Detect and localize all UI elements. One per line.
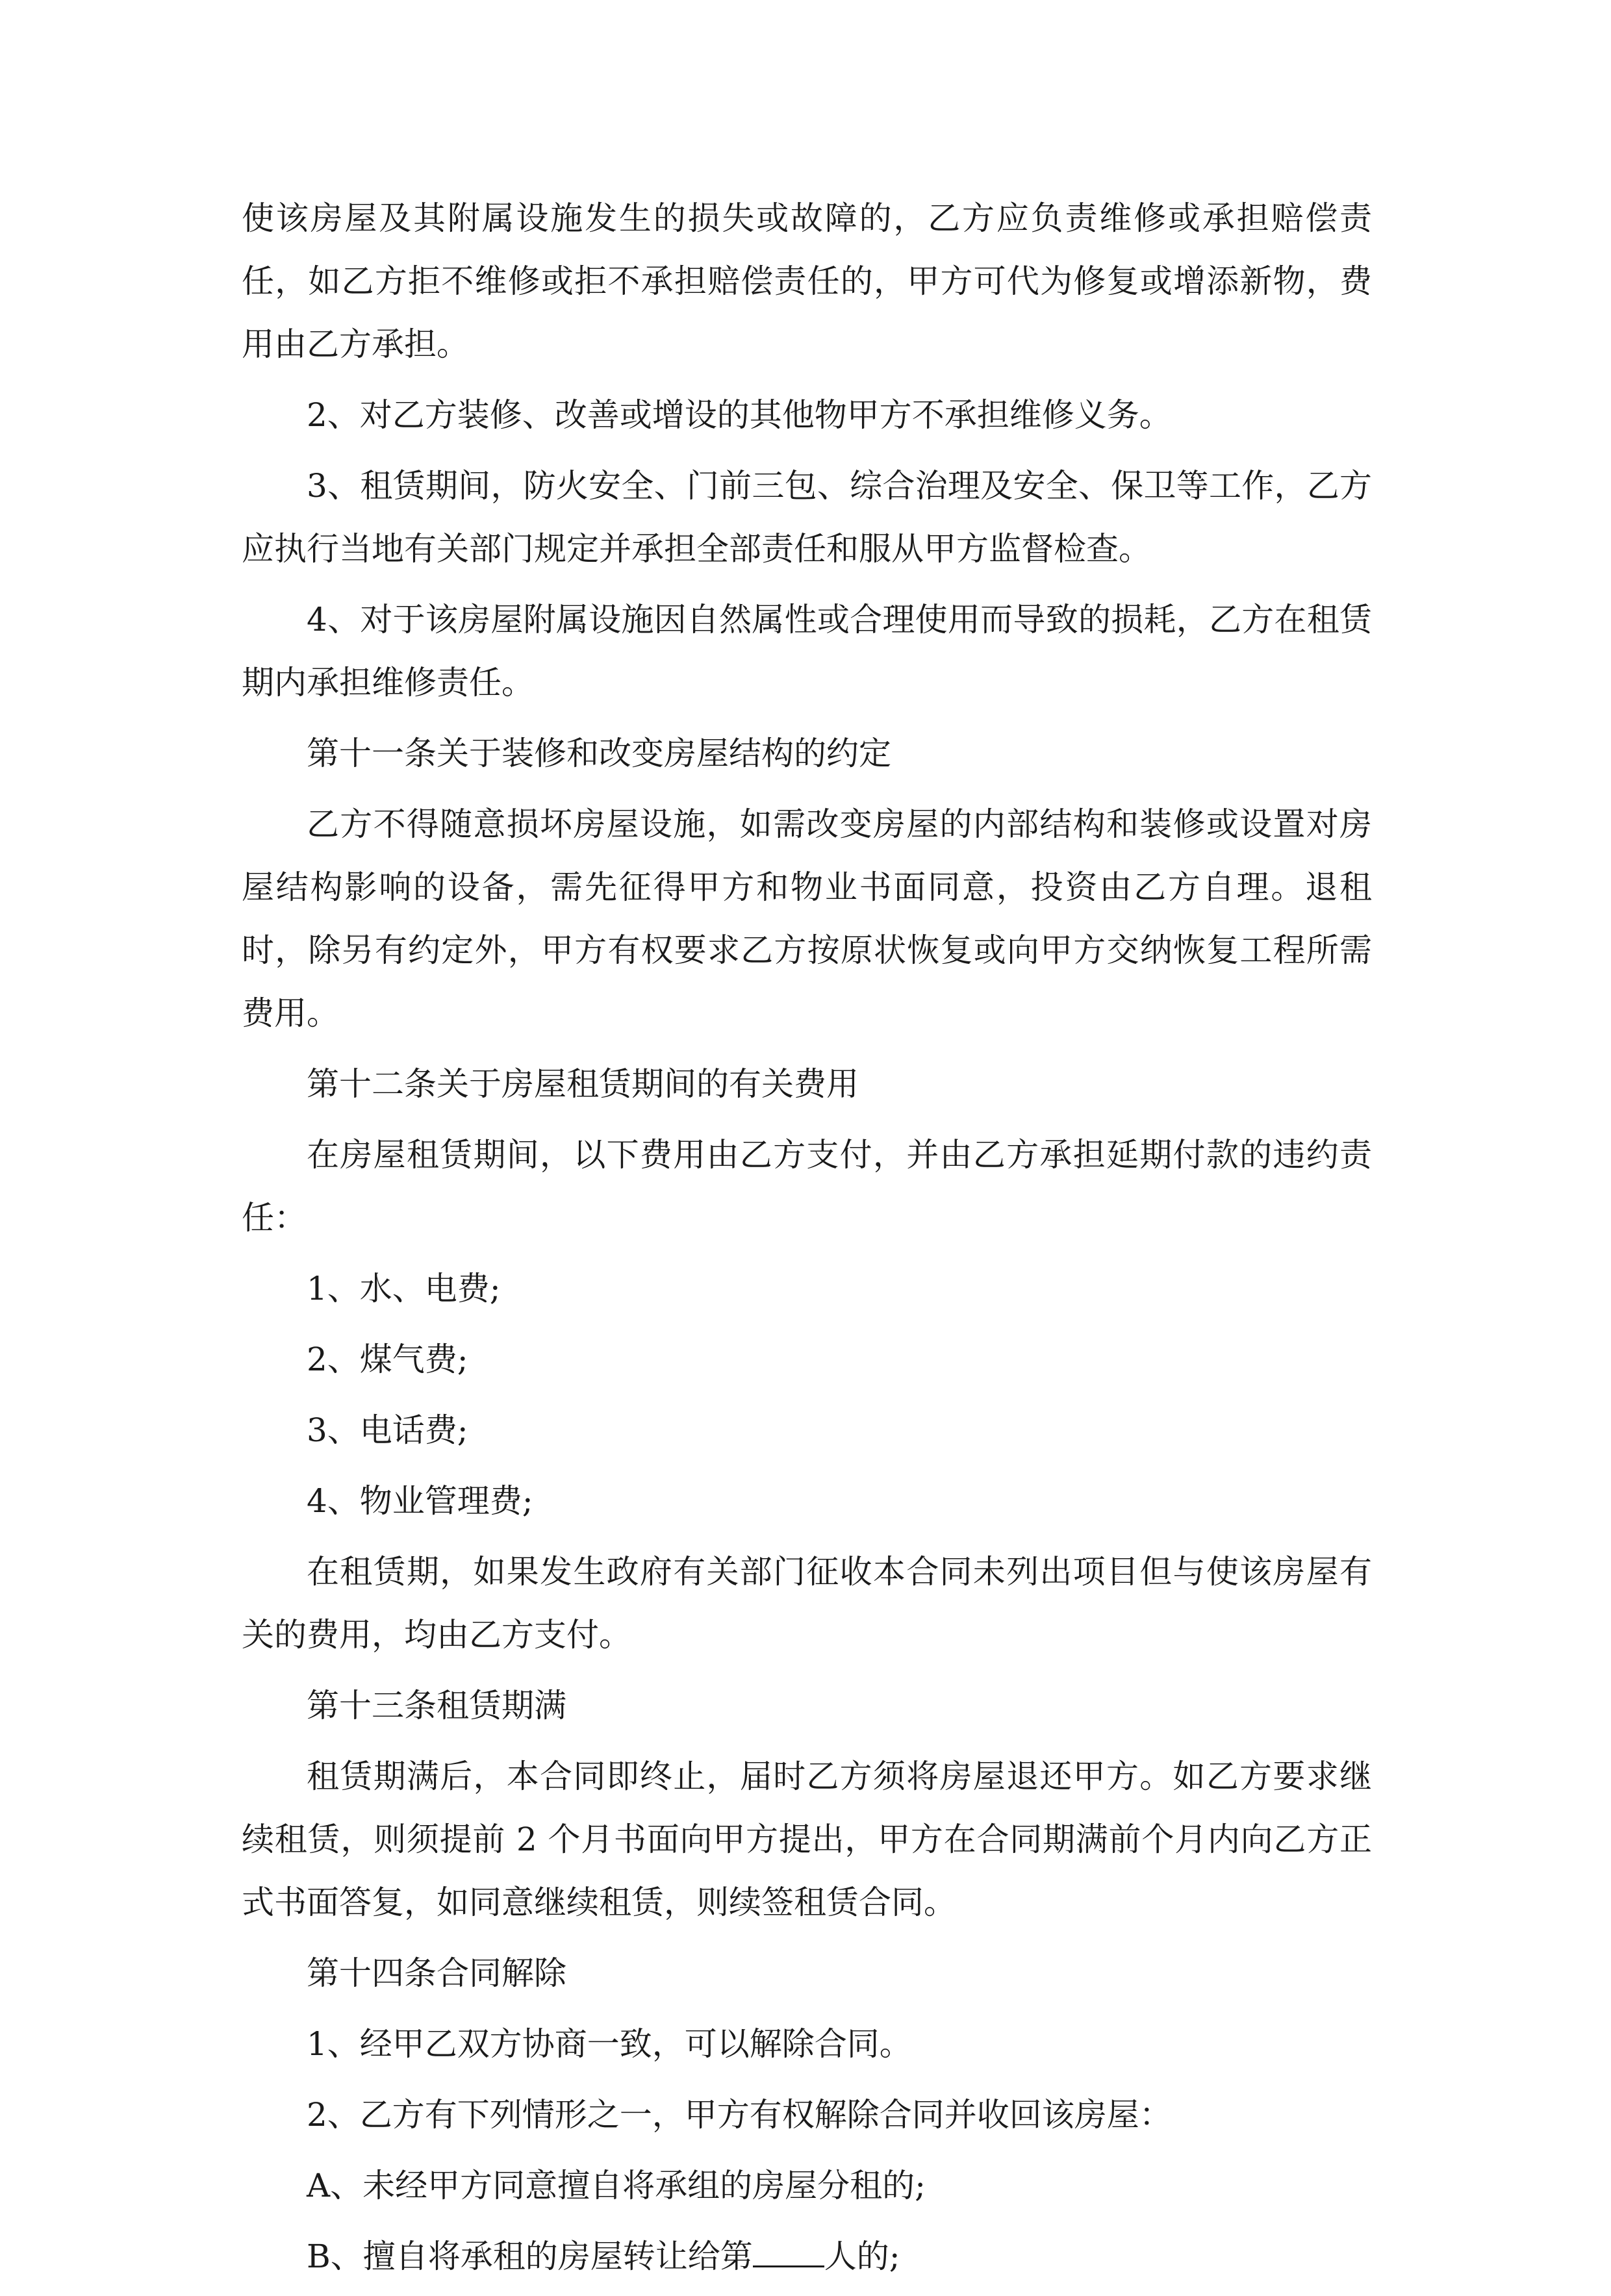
- list-item: A、未经甲方同意擅自将承组的房屋分租的;: [307, 2167, 926, 2204]
- article-heading: 第十三条租赁期满: [307, 1687, 566, 1724]
- paragraph: 在房屋租赁期间，以下费用由乙方支付，并由乙方承担延期付款的违约责任：: [242, 1136, 1372, 1237]
- list-item: 1、经甲乙双方协商一致，可以解除合同。: [307, 2025, 912, 2063]
- article-heading: 第十二条关于房屋租赁期间的有关费用: [307, 1065, 859, 1103]
- list-item: 1、水、电费;: [307, 1270, 501, 1307]
- paragraph: 租赁期满后，本合同即终止，届时乙方须将房屋退还甲方。如乙方要求继续租赁，则须提前 2 个月书面向甲方提出，甲方在合同期满前个月内向乙方正式书面答复，如同意继续租赁，则续签租赁合同。: [242, 1758, 1372, 1921]
- list-item: 2、煤气费;: [307, 1341, 468, 1378]
- article-heading: 第十一条关于装修和改变房屋结构的约定: [307, 735, 891, 772]
- article-heading: 第十四条合同解除: [307, 1954, 566, 1992]
- list-item: [242, 2225, 1372, 2288]
- paragraph: 2、对乙方装修、改善或增设的其他物甲方不承担维修义务。: [307, 396, 1172, 434]
- list-item-text: B、擅自将承租的房屋转让给第: [307, 2238, 753, 2275]
- list-item-text: 人的;: [824, 2238, 900, 2275]
- document-page: [242, 187, 1372, 2296]
- paragraph: 3、租赁期间，防火安全、门前三包、综合治理及安全、保卫等工作，乙方应执行当地有关部门规定并承担全部责任和服从甲方监督检查。: [242, 467, 1372, 568]
- list-item: 2、乙方有下列情形之一，甲方有权解除合同并收回该房屋：: [307, 2096, 1172, 2134]
- paragraph: 乙方不得随意损坏房屋设施，如需改变房屋的内部结构和装修或设置对房屋结构影响的设备，需先征得甲方和物业书面同意，投资由乙方自理。退租时，除另有约定外，甲方有权要求乙方按原状恢复或向甲方交纳恢复工程所需费用。: [242, 805, 1372, 1032]
- paragraph: 4、对于该房屋附属设施因自然属性或合理使用而导致的损耗，乙方在租赁期内承担维修责任。: [242, 601, 1372, 701]
- paragraph: 使该房屋及其附属设施发生的损失或故障的，乙方应负责维修或承担赔偿责任，如乙方拒不维修或拒不承担赔偿责任的，甲方可代为修复或增添新物，费用由乙方承担。: [242, 199, 1372, 363]
- paragraph: 在租赁期，如果发生政府有关部门征收本合同未列出项目但与使该房屋有关的费用，均由乙方支付。: [242, 1553, 1372, 1654]
- list-item: 4、物业管理费;: [307, 1482, 533, 1520]
- fill-in-blank: [753, 2236, 824, 2267]
- list-item: 3、电话费;: [307, 1411, 468, 1449]
